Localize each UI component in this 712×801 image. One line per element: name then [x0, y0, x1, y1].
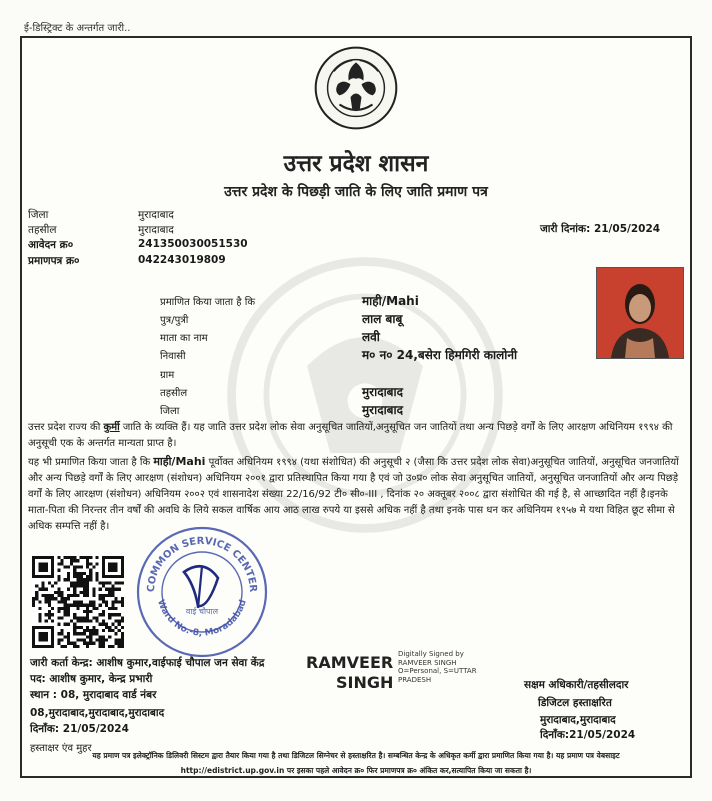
- meta-value-certificate-no: 042243019809: [138, 254, 226, 266]
- issue-date: जारी दिनांक: 21/05/2024: [540, 223, 661, 235]
- person-value-resident: म० न० 24,बसेरा हिमगिरी कालोनी: [362, 348, 518, 362]
- para2-name: माही/Mahi: [153, 455, 206, 468]
- stamp-bottom-text: Ward No.-8, Moradabad: [155, 598, 249, 639]
- para2-text-a: यह भी प्रमाणित किया जाता है कि: [28, 457, 154, 468]
- person-label-mother: माता का नाम: [160, 333, 208, 344]
- person-label-district: जिला: [160, 406, 180, 417]
- signature-name-line2: SINGH: [336, 673, 394, 692]
- csc-stamp-icon: [132, 522, 272, 662]
- issuer-center: जारी कर्ता केन्द्र: आशीष कुमार,वाईफाई चौपाल जन सेवा केंद्र: [30, 657, 265, 669]
- digital-signature-details: [398, 650, 477, 684]
- person-label-parent: पुत्र/पुत्री: [160, 315, 189, 326]
- authority-sign: डिजिटल हस्ताक्षरित: [538, 697, 612, 709]
- caste-name: कुर्मी: [103, 422, 120, 433]
- issuer-address: 08,मुरादाबाद,मुरादाबाद,मुरादाबाद: [30, 707, 165, 719]
- issuer-place: स्थान : 08, मुरादाबाद वार्ड नंबर: [30, 689, 157, 701]
- person-label-name: प्रमाणित किया जाता है कि: [160, 297, 256, 308]
- para2-text-b: पूर्वोक्त अधिनियम १९९४ (यथा संशोधित) की अनुसूची २ (जैसा कि उत्तर प्रदेश लोक सेवा)अनुसूचित जातियों, अनुसूचित जनजातियों और अन्य पिछड़े वर्गों के लिए आरक्षण (संशोधन) अधिनियम २००१ द्वारा प्रतिस्थापित किया गया है एवं जो उ०प्र० लोक सेवा अनुसूचित जातियों, अनुसूचित जनजातियों और अन्य पिछड़े वर्गों के लिए आरक्षण (संशोधन) अधिनियम २००२ एवं शासनादेश संख्या 22/16/92 टी० सी०-III , दिनांक २० अक्तूबर २००८ द्वारा संशोधित की गई है, से आच्छादित नहीं है।इनके माता-पिता की निरन्तर तीन वर्षों की अवधि के लिये सकल वार्षिक आय आठ लाख रुपये या इससे अधिक नहीं है तथा इनके पास धन कर अधिनियम १९५७ मे यथा विहित छूट सीमा से अधिक सम्पत्ति नहीं है।: [28, 457, 679, 532]
- signature-name-line1: RAMVEER: [306, 653, 394, 672]
- meta-label-certificate-no: प्रमाणपत्र क्र०: [28, 255, 80, 267]
- footer-note: यह प्रमाण पत्र इलेक्ट्रॉनिक डिलिवरी सिस्टम द्वारा तैयार किया गया है तथा डिजिटल सिग्नेचर से हस्ताक्षरित है। सम्बन्धित केन्द्र के अधिकृत कर्मी द्वारा प्रमाणित किया गया है। यह प्रमाण पत्र वेबसाइट: [92, 751, 620, 760]
- meta-value-application-no: 241350030051530: [138, 238, 248, 250]
- authority-title: सक्षम अधिकारी/तहसीलदार: [524, 679, 629, 691]
- stamp-text: COMMON SERVICE CENTER: [145, 535, 259, 593]
- authority-place: मुरादाबाद,मुरादाबाद: [540, 714, 616, 726]
- stamp-inner-text: वाई चौपाल: [185, 607, 219, 616]
- signature-detail-3: O=Personal, S=UTTAR: [398, 667, 477, 675]
- applicant-photo: [596, 267, 684, 359]
- person-value-name: माही/Mahi: [362, 294, 419, 308]
- person-label-village: ग्राम: [160, 370, 175, 381]
- authority-date: दिनाँक:21/05/2024: [540, 729, 636, 741]
- para1-text-b: जाति के व्यक्ति हैं। यह जाति उत्तर प्रदेश लोक सेवा अनुसूचित जातियों,अनुसूचित जन जातियों तथा अन्य पिछड़े वर्गों के लिए आरक्षण अधिनियम १९९४ की अनुसूची एक के अन्तर्गत मान्यता प्राप्त है।: [28, 422, 673, 449]
- caste-paragraph: [28, 420, 688, 452]
- issuer-sign-label: हस्ताक्षर एंव मुहर: [30, 743, 92, 754]
- qr-code-icon[interactable]: [32, 556, 124, 648]
- person-value-district: मुरादाबाद: [362, 403, 404, 417]
- person-value-tehsil: मुरादाबाद: [362, 385, 404, 399]
- meta-value-tehsil: मुरादाबाद: [138, 224, 174, 236]
- meta-value-district: मुरादाबाद: [138, 209, 174, 221]
- para1-text-a: उत्तर प्रदेश राज्य की: [28, 422, 104, 433]
- footer-verification: http://edistrict.up.gov.in पर इसका पहले आवेदन क्र० फिर प्रमाणपत्र क्र० अंकित कर,सत्यापित किया जा सकता है।: [180, 766, 532, 775]
- person-value-mother: लवी: [362, 330, 380, 344]
- person-photo-icon: [597, 268, 683, 358]
- eligibility-paragraph: [28, 454, 688, 535]
- signature-detail-1: Digitally Signed by: [398, 650, 464, 658]
- signature-detail-4: PRADESH: [398, 675, 432, 684]
- header-note: ई-डिस्ट्रिक्ट के अन्तर्गत जारी..: [24, 23, 131, 34]
- issuer-date: दिनाँक: 21/05/2024: [30, 723, 129, 735]
- person-label-tehsil: तहसील: [160, 388, 188, 399]
- meta-label-tehsil: तहसील: [28, 224, 57, 236]
- meta-label-application-no: आवेदन क्र०: [28, 239, 74, 251]
- signature-detail-2: RAMVEER SINGH: [398, 658, 457, 667]
- certificate-title: उत्तर प्रदेश के पिछड़ी जाति के लिए जाति प्रमाण पत्र: [224, 184, 488, 200]
- person-label-resident: निवासी: [160, 351, 186, 362]
- digital-signature-name: [306, 653, 393, 693]
- issuer-post: पद: आशीष कुमार, केन्द्र प्रभारी: [30, 673, 153, 685]
- meta-label-district: जिला: [28, 209, 49, 221]
- up-government-emblem-icon: [310, 44, 402, 132]
- person-value-parent: लाल बाबू: [362, 312, 403, 326]
- government-title: उत्तर प्रदेश शासन: [283, 150, 429, 177]
